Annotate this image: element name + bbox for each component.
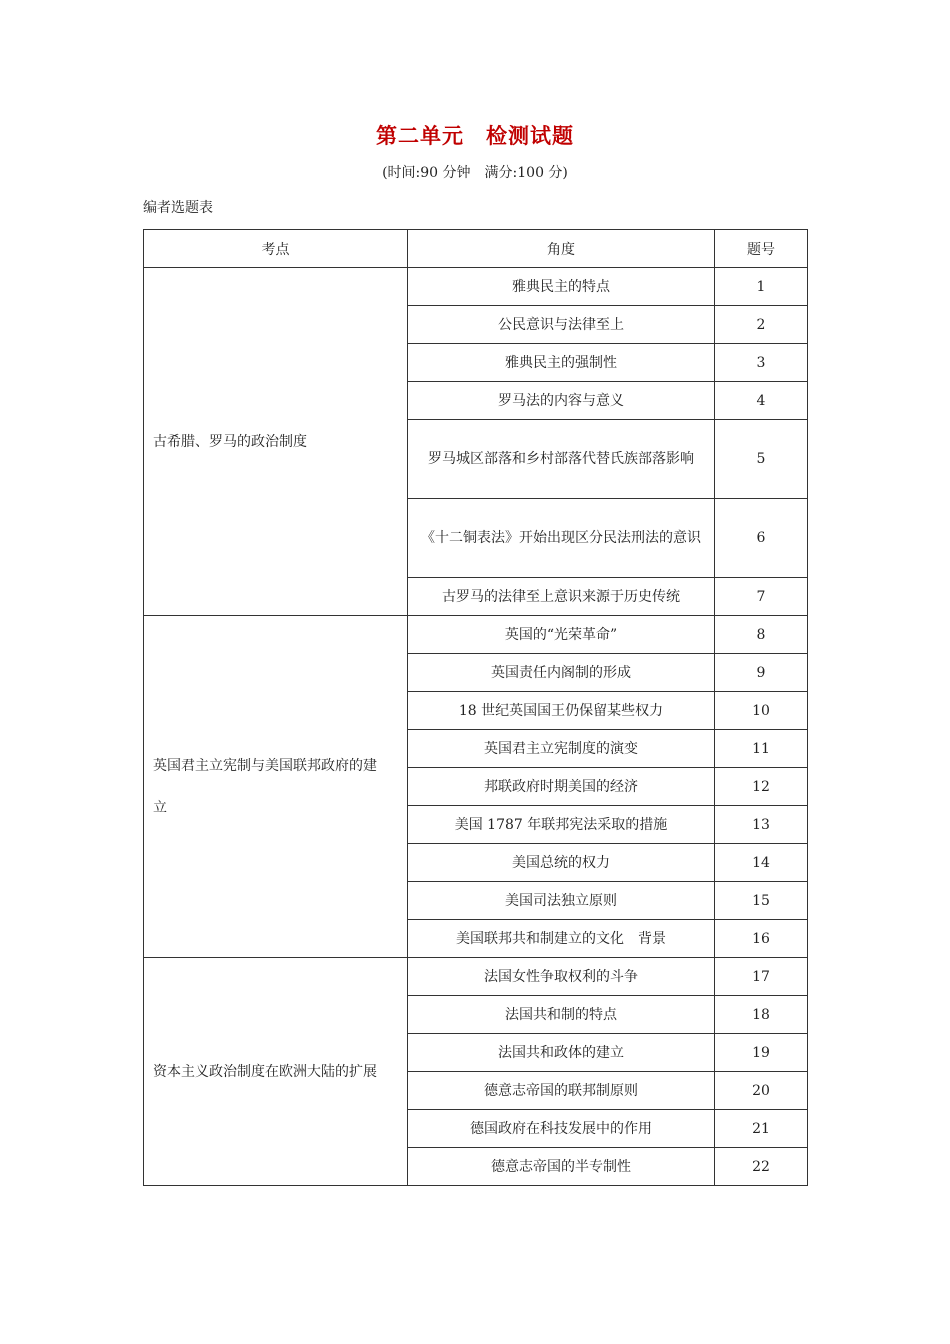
angle-cell: 美国总统的权力: [408, 844, 715, 882]
question-number-cell: 15: [715, 882, 808, 920]
angle-cell: 美国 1787 年联邦宪法采取的措施: [408, 806, 715, 844]
question-number-cell: 21: [715, 1110, 808, 1148]
question-number-cell: 22: [715, 1148, 808, 1186]
question-number-cell: 11: [715, 730, 808, 768]
topic-cell: 英国君主立宪制与美国联邦政府的建立: [144, 616, 408, 958]
angle-cell: 法国共和政体的建立: [408, 1034, 715, 1072]
question-number-cell: 3: [715, 344, 808, 382]
topic-cell: 古希腊、罗马的政治制度: [144, 268, 408, 616]
table-caption: 编者选题表: [143, 200, 213, 216]
question-number-cell: 5: [715, 420, 808, 499]
angle-cell: 法国共和制的特点: [408, 996, 715, 1034]
angle-cell: 德意志帝国的联邦制原则: [408, 1072, 715, 1110]
angle-cell: 邦联政府时期美国的经济: [408, 768, 715, 806]
angle-cell: 罗马城区部落和乡村部落代替氏族部落影响: [408, 420, 715, 499]
question-number-cell: 18: [715, 996, 808, 1034]
angle-cell: 法国女性争取权利的斗争: [408, 958, 715, 996]
question-number-cell: 12: [715, 768, 808, 806]
header-question-number: 题号: [715, 230, 808, 268]
question-number-cell: 17: [715, 958, 808, 996]
angle-cell: 英国的“光荣革命”: [408, 616, 715, 654]
question-number-cell: 13: [715, 806, 808, 844]
question-selection-table: [143, 229, 808, 1186]
angle-cell: 德国政府在科技发展中的作用: [408, 1110, 715, 1148]
header-angle: 角度: [408, 230, 715, 268]
question-number-cell: 20: [715, 1072, 808, 1110]
question-number-cell: 6: [715, 499, 808, 578]
question-number-cell: 9: [715, 654, 808, 692]
table-row: [144, 958, 808, 996]
angle-cell: 18 世纪英国国王仍保留某些权力: [408, 692, 715, 730]
question-number-cell: 14: [715, 844, 808, 882]
table-body: [144, 268, 808, 1186]
table-row: [144, 268, 808, 306]
exam-info: (时间:90 分钟 满分:100 分): [382, 165, 568, 181]
angle-cell: 美国司法独立原则: [408, 882, 715, 920]
angle-cell: 《十二铜表法》开始出现区分民法刑法的意识: [408, 499, 715, 578]
angle-cell: 公民意识与法律至上: [408, 306, 715, 344]
question-number-cell: 8: [715, 616, 808, 654]
question-number-cell: 10: [715, 692, 808, 730]
question-number-cell: 2: [715, 306, 808, 344]
question-number-cell: 4: [715, 382, 808, 420]
page-title: 第二单元 检测试题: [376, 124, 574, 148]
header-topic: 考点: [144, 230, 408, 268]
table-header-row: [144, 230, 808, 268]
question-number-cell: 1: [715, 268, 808, 306]
angle-cell: 罗马法的内容与意义: [408, 382, 715, 420]
angle-cell: 英国责任内阁制的形成: [408, 654, 715, 692]
angle-cell: 古罗马的法律至上意识来源于历史传统: [408, 578, 715, 616]
angle-cell: 英国君主立宪制度的演变: [408, 730, 715, 768]
table-row: [144, 616, 808, 654]
topic-cell: 资本主义政治制度在欧洲大陆的扩展: [144, 958, 408, 1186]
question-number-cell: 7: [715, 578, 808, 616]
angle-cell: 雅典民主的特点: [408, 268, 715, 306]
angle-cell: 雅典民主的强制性: [408, 344, 715, 382]
angle-cell: 德意志帝国的半专制性: [408, 1148, 715, 1186]
angle-cell: 美国联邦共和制建立的文化 背景: [408, 920, 715, 958]
question-number-cell: 19: [715, 1034, 808, 1072]
question-number-cell: 16: [715, 920, 808, 958]
